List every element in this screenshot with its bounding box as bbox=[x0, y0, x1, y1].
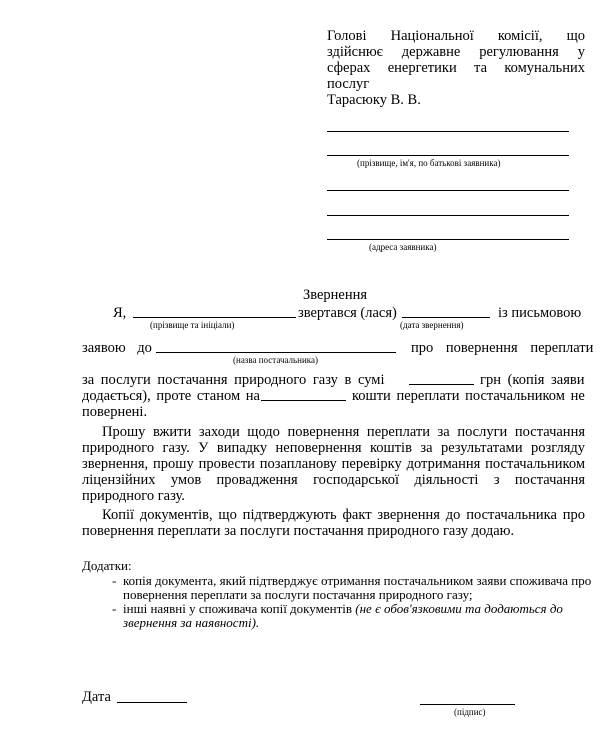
attachments-heading: Додатки: bbox=[82, 558, 132, 573]
p4-line-3: звернення, прошу провести позапланову перевірку дотримання постачальником bbox=[82, 456, 585, 472]
addressee-line-3: сферах енергетики та комунальних bbox=[327, 60, 585, 76]
p5-line-1: Копії документів, що підтверджують факт звернення до постачальника про bbox=[102, 507, 585, 523]
p4-line-4: ліцензійних умов провадження господарської діяльності з постачання bbox=[82, 472, 585, 488]
date-field[interactable] bbox=[117, 702, 187, 703]
attachment-2-note: (не є обов'язковими та додаються до bbox=[355, 601, 563, 616]
p2-end-text: про повернення переплати bbox=[411, 340, 594, 356]
p3-amount-field[interactable] bbox=[409, 384, 474, 385]
p2-start-text: заявою до bbox=[82, 340, 152, 356]
applicant-address-line-3[interactable] bbox=[327, 239, 569, 240]
p2-supplier-field[interactable] bbox=[156, 352, 396, 353]
addressee-name: Тарасюку В. В. bbox=[327, 92, 421, 108]
attachment-2-text: інші наявні у споживача копії документів bbox=[123, 601, 353, 616]
p3-line2-b: кошти переплати постачальником не bbox=[352, 388, 585, 404]
date-label: Дата bbox=[82, 689, 111, 705]
addressee-line-2: здійснює державне регулювання у bbox=[327, 44, 585, 60]
attachment-2-dash: - bbox=[112, 601, 117, 616]
p1-end-text: із письмовою bbox=[498, 305, 582, 321]
p3-line1-b: грн (копія заяви bbox=[480, 372, 585, 388]
applicant-name-line-2[interactable] bbox=[327, 155, 569, 156]
p1-date-field[interactable] bbox=[402, 317, 490, 318]
p1-name-caption: (прізвище та ініціали) bbox=[150, 320, 235, 330]
applicant-name-line-1[interactable] bbox=[327, 131, 569, 132]
addressee-line-4: послуг bbox=[327, 76, 370, 92]
p4-line-5: природного газу. bbox=[82, 488, 185, 504]
p3-line2-a: додається), проте станом на bbox=[82, 388, 260, 404]
applicant-address-line-2[interactable] bbox=[327, 215, 569, 216]
p4-line-1: Прошу вжити заходи щодо повернення переплати за послуги постачання bbox=[102, 424, 585, 440]
signature-caption: (підпис) bbox=[454, 707, 486, 717]
p1-applied-text: звертався (лася) bbox=[298, 305, 397, 321]
attachment-1-line-2: повернення переплати за послуги постачання природного газу; bbox=[123, 587, 473, 602]
document-title: Звернення bbox=[302, 287, 368, 303]
signature-field[interactable] bbox=[420, 704, 515, 705]
p1-date-caption: (дата звернення) bbox=[400, 320, 464, 330]
p5-line-2: повернення переплати за послуги постачання природного газу додаю. bbox=[82, 523, 515, 539]
attachment-1-line-1: копія документа, який підтверджує отримання постачальником заяви споживача про bbox=[123, 573, 592, 588]
addressee-line-1: Голові Національної комісії, що bbox=[327, 28, 585, 44]
applicant-name-caption: (прізвище, ім'я, по батькові заявника) bbox=[357, 158, 501, 168]
applicant-address-line-1[interactable] bbox=[327, 190, 569, 191]
p2-supplier-caption: (назва постачальника) bbox=[233, 355, 319, 365]
applicant-address-caption: (адреса заявника) bbox=[369, 242, 437, 252]
p3-line1-a: за послуги постачання природного газу в сумі bbox=[82, 372, 385, 388]
p4-line-2: природного газу. У випадку неповернення коштів за результатами розгляду bbox=[82, 440, 585, 456]
attachment-1-dash: - bbox=[112, 573, 117, 588]
p3-asof-date-field[interactable] bbox=[261, 400, 346, 401]
p1-name-field[interactable] bbox=[133, 317, 296, 318]
p3-line3: повернені. bbox=[82, 404, 148, 420]
attachment-2-line-2: звернення за наявності). bbox=[123, 615, 260, 630]
p1-pronoun: Я, bbox=[113, 305, 127, 321]
